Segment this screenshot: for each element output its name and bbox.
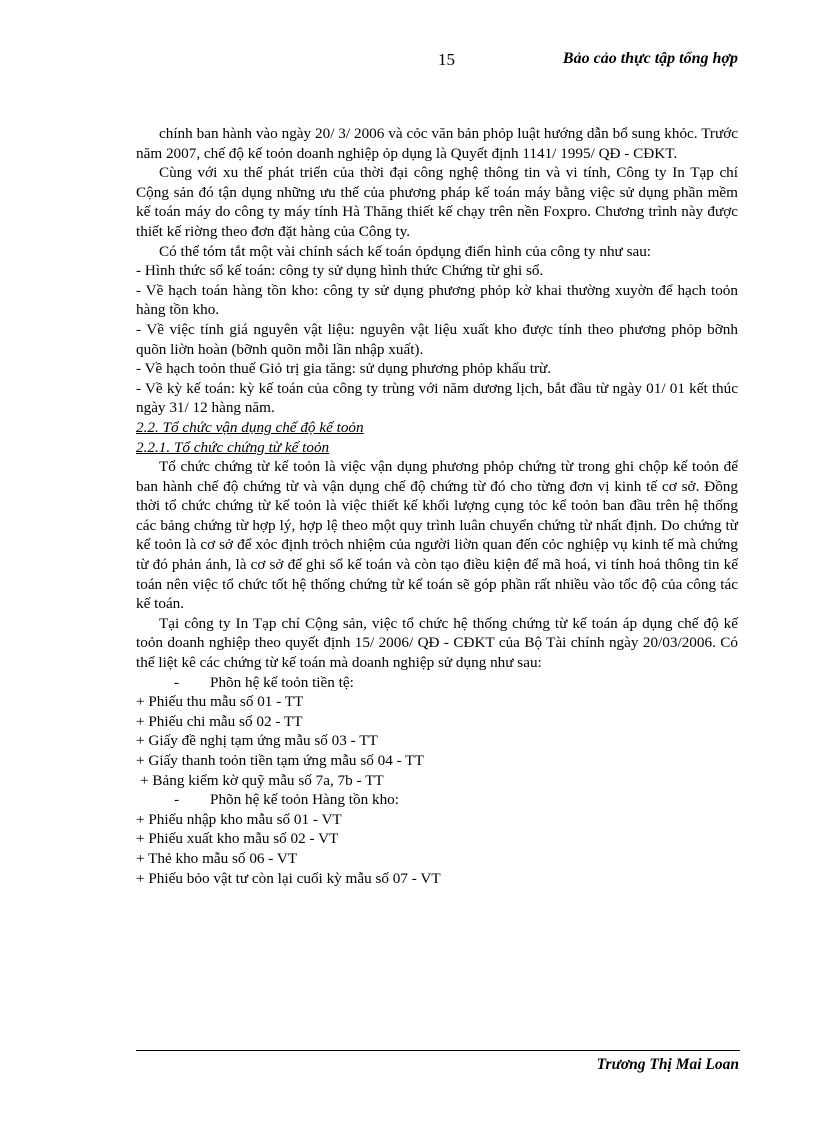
list-heading — [136, 790, 738, 810]
policy-item: - Về hạch toỏn thuế Giỏ trị gia tăng: sử dụng phương phỏp khấu trừ. — [136, 360, 552, 378]
policy-item: - Về hạch toán hàng tồn kho: công ty sử dụng phương phỏp kờ khai thường xuyờn để hạch toỏn hàng tồn kho. — [136, 281, 738, 319]
list-heading-text: Phõn hệ kế toỏn tiền tệ: — [210, 673, 354, 691]
paragraph: chính ban hành vào ngày 20/ 3/ 2006 và cỏc văn bản phỏp luật hướng dẫn bổ sung khỏc. Trước năm 2007, chế độ kế toỏn doanh nghiệp ỏp dụng là Quyết định 1141/ 1995/ QĐ - CĐKT. — [136, 125, 738, 162]
paragraph: Cùng với xu thế phát triển của thời đại công nghệ thông tin và vi tính, Công ty In Tạp chí Cộng sản đó tận dụng những ưu thế của phương pháp kế toán máy bằng việc sử dụng phần mềm kế toán máy do công ty máy tính Hà Thăng thiết kế chạy trên nền Foxpro. Chương trình này được thiết kế riờng theo đơn đặt hàng của Công ty. — [136, 164, 738, 240]
report-title: Bảo cảo thực tập tổng hợp — [562, 50, 738, 67]
policy-item: - Hình thức sổ kế toán: công ty sử dụng hình thức Chứng từ ghi sổ. — [136, 262, 544, 280]
section-heading: 2.2. Tổ chức vận dụng chế độ kế toỏn — [136, 418, 364, 436]
paragraph: Tại công ty In Tạp chí Cộng sản, việc tổ chức hệ thống chứng từ kế toán áp dụng chế độ kế toỏn doanh nghiệp theo quyết định 15/ 2006/ QĐ - CĐKT của Bộ Tài chính ngày 20/03/2006. Có thể liệt kê các chứng từ kế toán mà doanh nghiệp sử dụng như sau: — [136, 614, 738, 672]
paragraph: Có thể tóm tắt một vài chính sách kế toán ỏpdụng điển hình của công ty như sau: — [159, 242, 652, 260]
list-item: + Phiếu xuất kho mẫu số 02 - VT — [136, 830, 339, 848]
policy-item: - Về việc tính giá nguyên vật liệu: nguyên vật liệu xuất kho được tính theo phương phỏp bỡnh quõn liờn hoàn (bỡnh quõn mỗi lần nhập xuất). — [136, 320, 738, 358]
footer-divider — [136, 1050, 740, 1051]
list-item: + Giấy thanh toỏn tiền tạm ứng mẫu số 04 - TT — [136, 752, 424, 769]
list-item: + Thẻ kho mẫu số 06 - VT — [136, 849, 298, 867]
subsection-heading: 2.2.1. Tổ chức chứng từ kế toỏn — [136, 438, 330, 456]
list-heading-text: Phõn hệ kế toỏn Hàng tồn kho: — [210, 791, 399, 809]
author-name: Trương Thị Mai Loan — [596, 1056, 739, 1073]
list-dash-marker: - — [174, 791, 180, 809]
list-item: + Bảng kiểm kờ quỹ mẫu số 7a, 7b - TT — [140, 771, 384, 789]
document-body — [136, 124, 738, 888]
list-item: + Phiếu chi mẫu số 02 - TT — [136, 712, 303, 730]
paragraph: Tổ chức chứng từ kế toỏn là việc vận dụng phương phỏp chứng từ trong ghi chộp kế toỏn để ban hành chế độ chứng từ và vận dụng chế độ chứng từ đó cho từng đơn vị kinh tế cơ sở. Đồng thời tổ chức chứng từ kế toỏn là việc thiết kế khối lượng cụng tỏc kế toỏn ban đầu trên hệ thống các bảng chứng từ hợp lý, hợp lệ theo một quy trình luân chuyển chứng từ nhất định. Do chứng từ kế toỏn là cơ sở để xỏc định trỏch nhiệm của người liờn quan đến cỏc nghiệp vụ kinh tế mà chứng từ đó phản ánh, là cơ sở để ghi sổ kế toán và còn tạo điều kiện để mã hoá, vi tính hoá thông tin kế toán nên việc tổ chức tốt hệ thống chứng từ kế toán sẽ góp phần rất nhiều vào tốc độ của công tác kế toán. — [136, 458, 738, 613]
list-item: + Phiếu nhập kho mẫu số 01 - VT — [136, 810, 342, 828]
list-heading — [136, 673, 738, 693]
page-header — [136, 50, 740, 74]
list-item: + Phiếu bỏo vật tư còn lại cuối kỳ mẫu số 07 - VT — [136, 869, 441, 887]
list-item: + Giấy đề nghị tạm ứng mẫu số 03 - TT — [136, 732, 378, 750]
policy-item: - Về kỳ kế toán: kỳ kế toán của công ty trùng với năm dương lịch, bắt đầu từ ngày 01/ 01 kết thúc ngày 31/ 12 hàng năm. — [136, 379, 738, 417]
page-number: 15 — [438, 50, 455, 69]
list-item: + Phiếu thu mẫu số 01 - TT — [136, 693, 304, 711]
list-dash-marker: - — [174, 673, 180, 691]
